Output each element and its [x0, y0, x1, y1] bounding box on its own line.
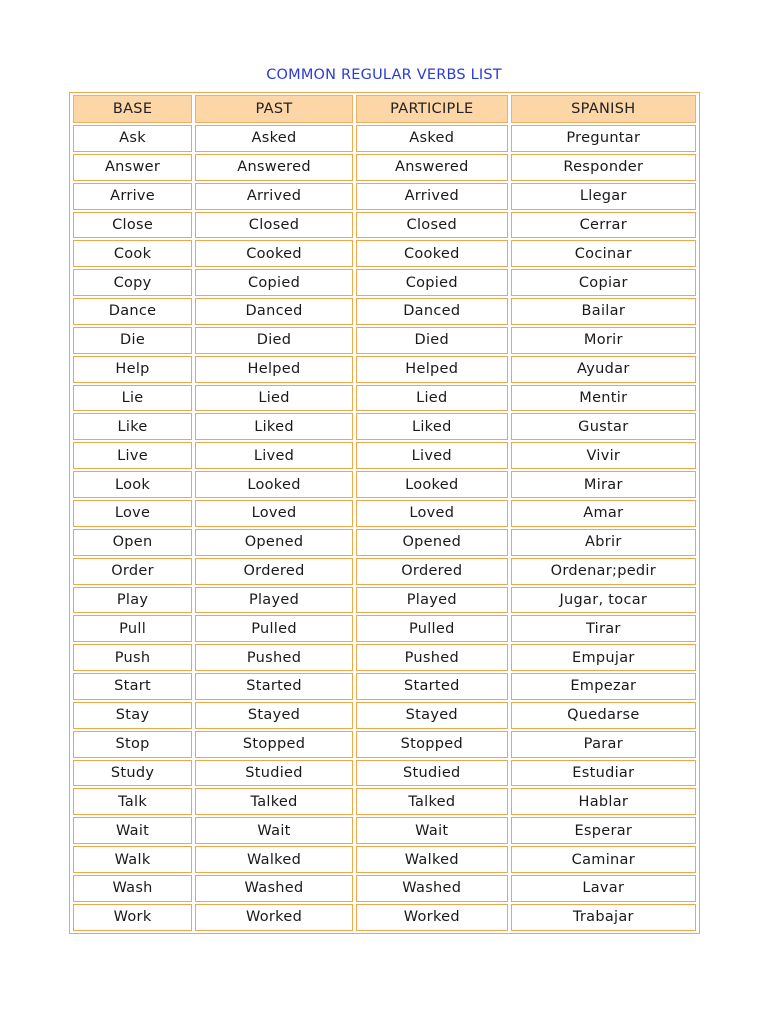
cell-participle: Opened [356, 529, 508, 556]
cell-base: Live [73, 442, 192, 469]
cell-base: Start [73, 673, 192, 700]
cell-participle: Answered [356, 154, 508, 181]
cell-past: Started [195, 673, 353, 700]
cell-past: Worked [195, 904, 353, 931]
cell-base: Work [73, 904, 192, 931]
cell-participle: Ordered [356, 558, 508, 585]
page-title: COMMON REGULAR VERBS LIST [266, 67, 502, 83]
cell-participle: Closed [356, 212, 508, 239]
table-row [73, 760, 696, 787]
cell-past: Lied [195, 385, 353, 412]
table-row [73, 817, 696, 844]
table-row [73, 788, 696, 815]
cell-past: Ordered [195, 558, 353, 585]
table-row [73, 212, 696, 239]
cell-participle: Stopped [356, 731, 508, 758]
cell-spanish: Mirar [511, 471, 696, 498]
cell-past: Played [195, 587, 353, 614]
cell-participle: Pushed [356, 644, 508, 671]
cell-past: Wait [195, 817, 353, 844]
table-row [73, 500, 696, 527]
header-row [73, 95, 696, 123]
cell-base: Help [73, 356, 192, 383]
cell-base: Open [73, 529, 192, 556]
table-row [73, 154, 696, 181]
cell-participle: Played [356, 587, 508, 614]
cell-participle: Worked [356, 904, 508, 931]
cell-participle: Lived [356, 442, 508, 469]
cell-base: Order [73, 558, 192, 585]
cell-past: Died [195, 327, 353, 354]
verbs-table [69, 92, 700, 934]
cell-spanish: Cerrar [511, 212, 696, 239]
cell-past: Opened [195, 529, 353, 556]
cell-participle: Pulled [356, 615, 508, 642]
cell-participle: Stayed [356, 702, 508, 729]
cell-spanish: Morir [511, 327, 696, 354]
cell-base: Answer [73, 154, 192, 181]
cell-participle: Started [356, 673, 508, 700]
cell-past: Arrived [195, 183, 353, 210]
cell-past: Copied [195, 269, 353, 296]
cell-base: Wait [73, 817, 192, 844]
cell-spanish: Caminar [511, 846, 696, 873]
table-row [73, 558, 696, 585]
cell-participle: Loved [356, 500, 508, 527]
cell-spanish: Lavar [511, 875, 696, 902]
cell-base: Dance [73, 298, 192, 325]
cell-past: Studied [195, 760, 353, 787]
cell-past: Washed [195, 875, 353, 902]
cell-spanish: Trabajar [511, 904, 696, 931]
table-row [73, 298, 696, 325]
cell-base: Cook [73, 240, 192, 267]
table-row [73, 442, 696, 469]
cell-past: Talked [195, 788, 353, 815]
cell-base: Push [73, 644, 192, 671]
cell-spanish: Tirar [511, 615, 696, 642]
cell-past: Lived [195, 442, 353, 469]
cell-spanish: Parar [511, 731, 696, 758]
cell-past: Cooked [195, 240, 353, 267]
cell-spanish: Preguntar [511, 125, 696, 152]
table-row [73, 702, 696, 729]
table-row [73, 183, 696, 210]
cell-base: Ask [73, 125, 192, 152]
cell-participle: Washed [356, 875, 508, 902]
table-header [73, 95, 696, 123]
cell-participle: Wait [356, 817, 508, 844]
table-row [73, 327, 696, 354]
cell-spanish: Vivir [511, 442, 696, 469]
cell-spanish: Amar [511, 500, 696, 527]
cell-past: Pulled [195, 615, 353, 642]
header-spanish: SPANISH [511, 95, 696, 123]
cell-spanish: Responder [511, 154, 696, 181]
cell-participle: Asked [356, 125, 508, 152]
header-past: PAST [195, 95, 353, 123]
cell-spanish: Abrir [511, 529, 696, 556]
cell-past: Pushed [195, 644, 353, 671]
cell-base: Look [73, 471, 192, 498]
cell-base: Lie [73, 385, 192, 412]
cell-past: Looked [195, 471, 353, 498]
cell-spanish: Ayudar [511, 356, 696, 383]
cell-participle: Copied [356, 269, 508, 296]
cell-spanish: Mentir [511, 385, 696, 412]
cell-past: Stopped [195, 731, 353, 758]
cell-participle: Liked [356, 413, 508, 440]
table-row [73, 413, 696, 440]
cell-past: Closed [195, 212, 353, 239]
cell-past: Danced [195, 298, 353, 325]
cell-spanish: Estudiar [511, 760, 696, 787]
cell-participle: Arrived [356, 183, 508, 210]
cell-spanish: Hablar [511, 788, 696, 815]
cell-base: Wash [73, 875, 192, 902]
cell-base: Stop [73, 731, 192, 758]
cell-base: Walk [73, 846, 192, 873]
table-row [73, 904, 696, 931]
table-row [73, 587, 696, 614]
cell-past: Loved [195, 500, 353, 527]
cell-spanish: Copiar [511, 269, 696, 296]
table-row [73, 875, 696, 902]
cell-spanish: Cocinar [511, 240, 696, 267]
table-row [73, 615, 696, 642]
header-participle: PARTICIPLE [356, 95, 508, 123]
cell-spanish: Jugar, tocar [511, 587, 696, 614]
cell-spanish: Llegar [511, 183, 696, 210]
cell-base: Talk [73, 788, 192, 815]
table-row [73, 356, 696, 383]
table-row [73, 673, 696, 700]
table-row [73, 731, 696, 758]
table-body [73, 125, 696, 931]
table-row [73, 240, 696, 267]
cell-participle: Danced [356, 298, 508, 325]
cell-spanish: Quedarse [511, 702, 696, 729]
table-row [73, 125, 696, 152]
cell-base: Play [73, 587, 192, 614]
cell-participle: Looked [356, 471, 508, 498]
cell-spanish: Gustar [511, 413, 696, 440]
cell-past: Asked [195, 125, 353, 152]
cell-base: Arrive [73, 183, 192, 210]
cell-participle: Lied [356, 385, 508, 412]
cell-past: Liked [195, 413, 353, 440]
table-row [73, 385, 696, 412]
cell-participle: Walked [356, 846, 508, 873]
cell-base: Copy [73, 269, 192, 296]
table-row [73, 471, 696, 498]
cell-spanish: Esperar [511, 817, 696, 844]
cell-past: Answered [195, 154, 353, 181]
cell-base: Like [73, 413, 192, 440]
table-row [73, 269, 696, 296]
cell-participle: Talked [356, 788, 508, 815]
cell-spanish: Empezar [511, 673, 696, 700]
cell-participle: Studied [356, 760, 508, 787]
table-row [73, 529, 696, 556]
cell-base: Love [73, 500, 192, 527]
cell-base: Die [73, 327, 192, 354]
table-row [73, 644, 696, 671]
cell-spanish: Bailar [511, 298, 696, 325]
cell-spanish: Empujar [511, 644, 696, 671]
cell-participle: Died [356, 327, 508, 354]
table-row [73, 846, 696, 873]
cell-past: Helped [195, 356, 353, 383]
cell-base: Stay [73, 702, 192, 729]
cell-base: Study [73, 760, 192, 787]
header-base: BASE [73, 95, 192, 123]
cell-past: Stayed [195, 702, 353, 729]
cell-spanish: Ordenar;pedir [511, 558, 696, 585]
cell-past: Walked [195, 846, 353, 873]
cell-base: Close [73, 212, 192, 239]
cell-base: Pull [73, 615, 192, 642]
cell-participle: Cooked [356, 240, 508, 267]
cell-participle: Helped [356, 356, 508, 383]
